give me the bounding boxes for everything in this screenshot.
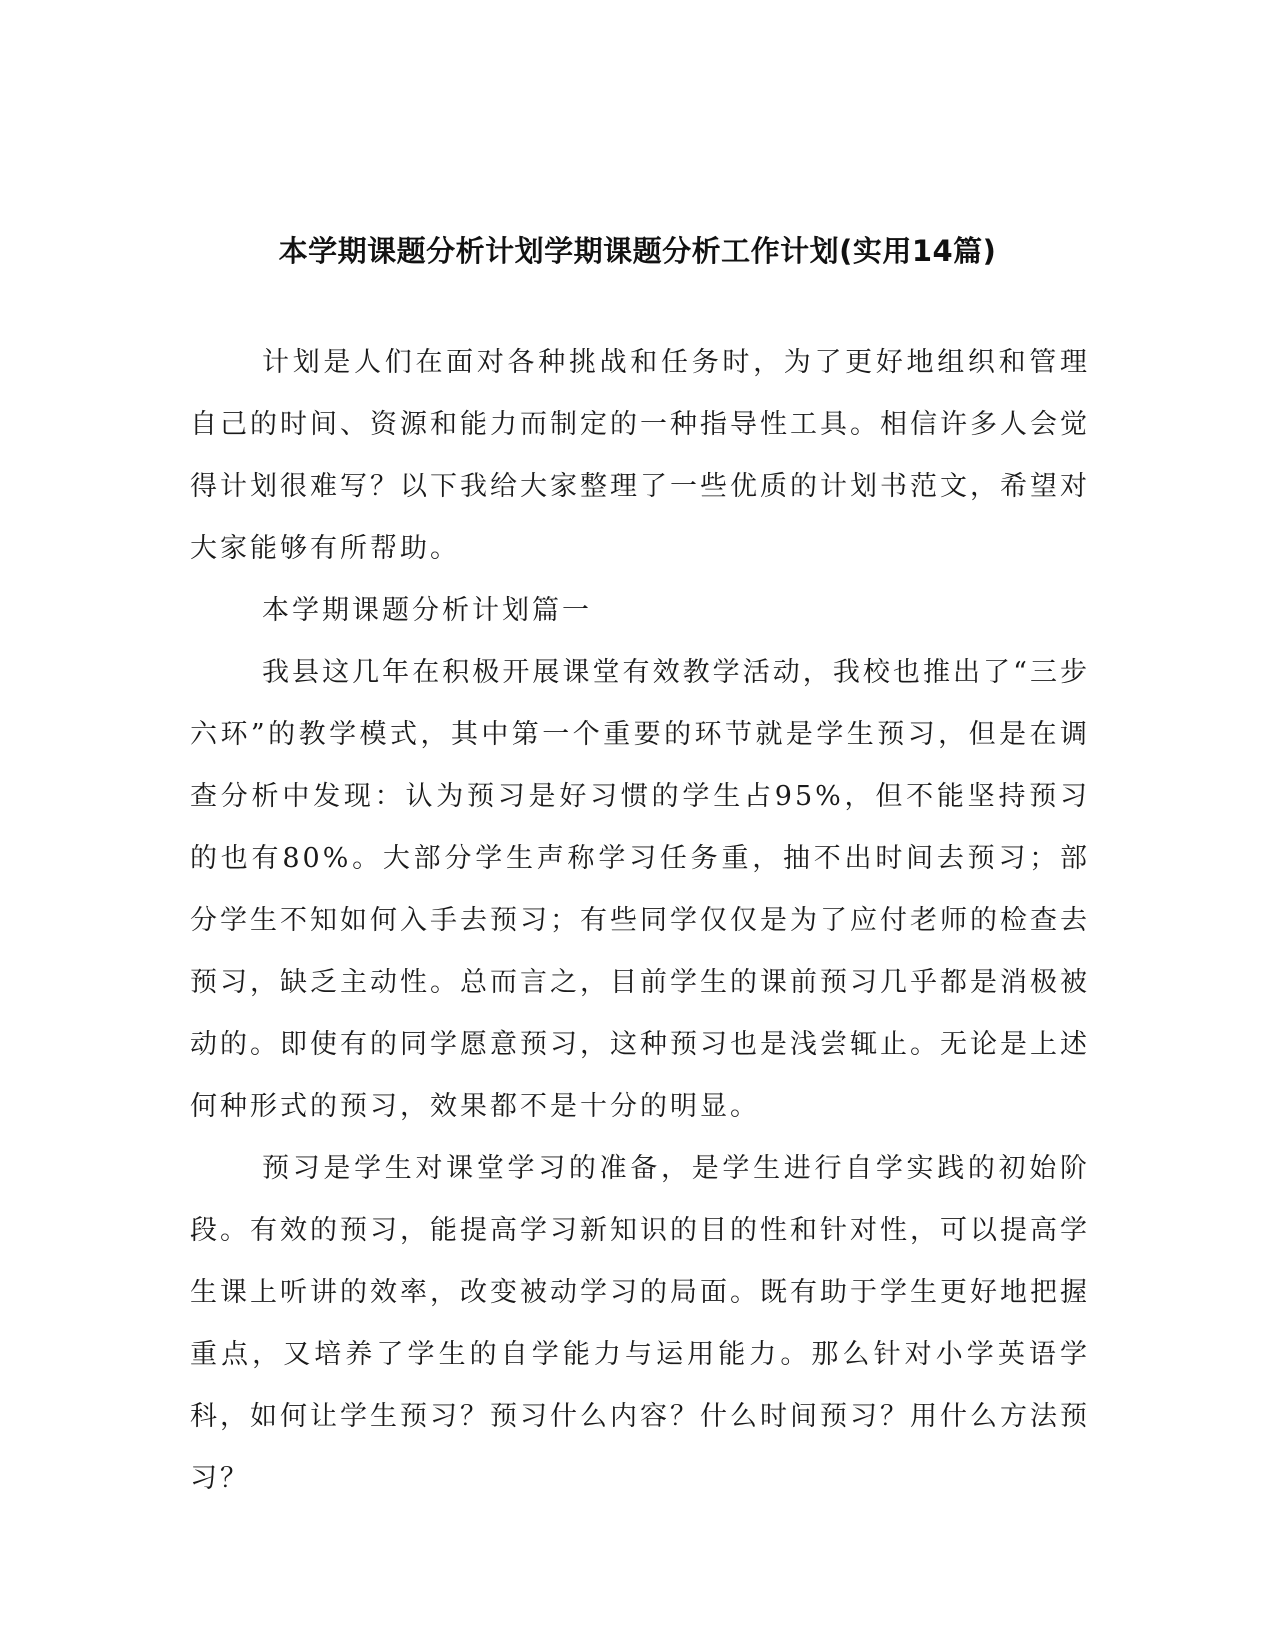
- body-paragraph: 我县这几年在积极开展课堂有效教学活动，我校也推出了“三步六环”的教学模式，其中第一个重要的环节就是学生预习，但是在调查分析中发现：认为预习是好习惯的学生占95%，但不能坚持预习的也有80%。大部分学生声称学习任务重，抽不出时间去预习；部分学生不知如何入手去预习；有些同学仅仅是为了应付老师的检查去预习，缺乏主动性。总而言之，目前学生的课前预习几乎都是消极被动的。即使有的同学愿意预习，这种预习也是浅尝辄止。无论是上述何种形式的预习，效果都不是十分的明显。: [190, 657, 1090, 1122]
- section-heading: 本学期课题分析计划篇一: [262, 595, 592, 626]
- document-title: 本学期课题分析计划学期课题分析工作计划(实用14篇): [278, 234, 997, 269]
- document-body: [190, 332, 1090, 1510]
- body-paragraph: 预习是学生对课堂学习的准备，是学生进行自学实践的初始阶段。有效的预习，能提高学习新知识的目的性和针对性，可以提高学生课上听讲的效率，改变被动学习的局面。既有助于学生更好地把握重点，又培养了学生的自学能力与运用能力。那么针对小学英语学科，如何让学生预习？预习什么内容？什么时间预习？用什么方法预习？: [190, 1153, 1090, 1494]
- intro-paragraph: 计划是人们在面对各种挑战和任务时，为了更好地组织和管理自己的时间、资源和能力而制定的一种指导性工具。相信许多人会觉得计划很难写？以下我给大家整理了一些优质的计划书范文，希望对大家能够有所帮助。: [190, 347, 1090, 564]
